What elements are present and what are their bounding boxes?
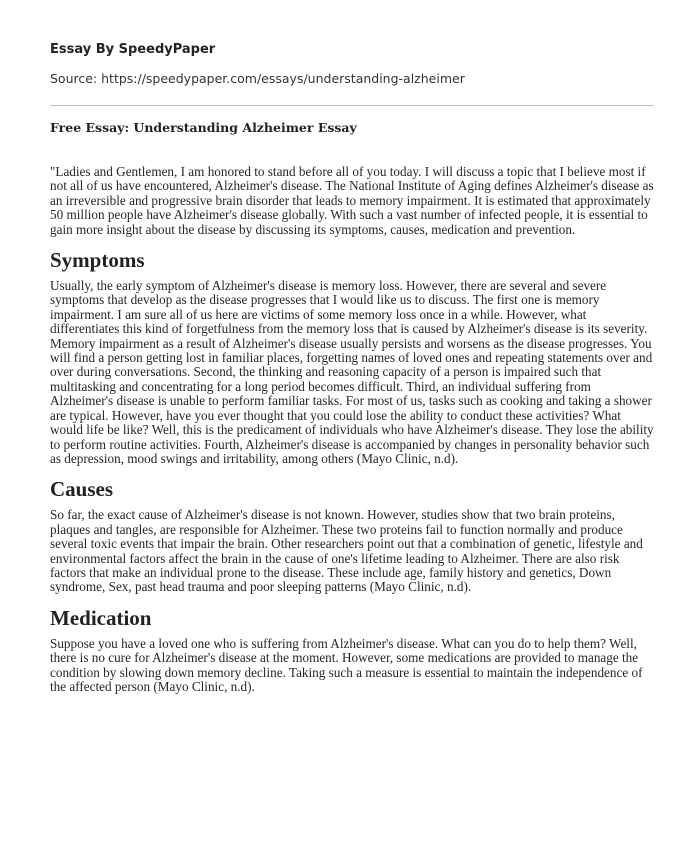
- essay-title: Free Essay: Understanding Alzheimer Essay: [50, 120, 357, 135]
- section-heading-medication: Medication: [50, 605, 152, 630]
- section-text-causes: So far, the exact cause of Alzheimer's disease is not known. However, studies show that two brain proteins, plaques and tangles, are responsible for Alzheimer. These two proteins fail to function normally and produce several toxic events that impair the brain. Other researchers point out that a combination of genetic, lifestyle and environmental factors affect the brain in the cause of one's lifetime leading to Alzheimer. There are also risk factors that make an individual prone to the disease. These include age, family history and genetics, Down syndrome, Sex, past head trauma and poor sleeping patterns (Mayo Clinic, n.d).: [50, 507, 643, 595]
- section-text-medication: Suppose you have a loved one who is suffering from Alzheimer's disease. What can you do to help them? Well, there is no cure for Alzheimer's disease at the moment. However, some medications are provided to manage the condition by slowing down memory decline. Taking such a measure is essential to maintain the independence of the affected person (Mayo Clinic, n.d).: [50, 635, 643, 694]
- intro-paragraph: "Ladies and Gentlemen, I am honored to stand before all of you today. I will discuss a topic that I believe most if not all of us have encountered, Alzheimer's disease. The National Institute of Aging defines Alzheimer's disease as an irreversible and progressive brain disorder that leads to memory impairment. It is estimated that approximately 50 million people have Alzheimer's disease globally. With such a vast number of infected people, it is essential to gain more insight about the disease by discussing its symptoms, causes, medication and prevention.: [50, 164, 654, 237]
- brand-title: Essay By SpeedyPaper: [50, 42, 216, 57]
- source-line: Source: https://speedypaper.com/essays/understanding-alzheimer: [50, 71, 465, 86]
- section-text-symptoms: Usually, the early symptom of Alzheimer's disease is memory loss. However, there are several and severe symptoms that develop as the disease progresses that I would like us to discuss. The first one is memory impairment. I am sure all of us here are victims of some memory loss once in a while. However, what differentiates this kind of forgetfulness from the memory loss that is caused by Alzheimer's disease is its severity. Memory impairment as a result of Alzheimer's disease usually persists and worsens as the disease progresses. You will find a person getting lost in familiar places, forgetting names of loved ones and repeating statements over and over during conversations. Second, the thinking and reasoning capacity of a person is impaired such that multitasking and concentrating for a long period becomes difficult. Third, an individual suffering from Alzheimer's disease is unable to perform familiar tasks. For most of us, tasks such as cooking and taking a shower are typical. However, have you ever thought that you could lose the ability to conduct these activities? What would life be like? Well, this is the predicament of individuals who have Alzheimer's disease. They lose the ability to perform routine activities. Fourth, Alzheimer's disease is accompanied by changes in personality behavior such as depression, mood swings and irritability, among others (Mayo Clinic, n.d).: [50, 278, 654, 466]
- divider: [50, 105, 654, 106]
- section-heading-symptoms: Symptoms: [50, 248, 145, 273]
- section-heading-causes: Causes: [50, 477, 114, 502]
